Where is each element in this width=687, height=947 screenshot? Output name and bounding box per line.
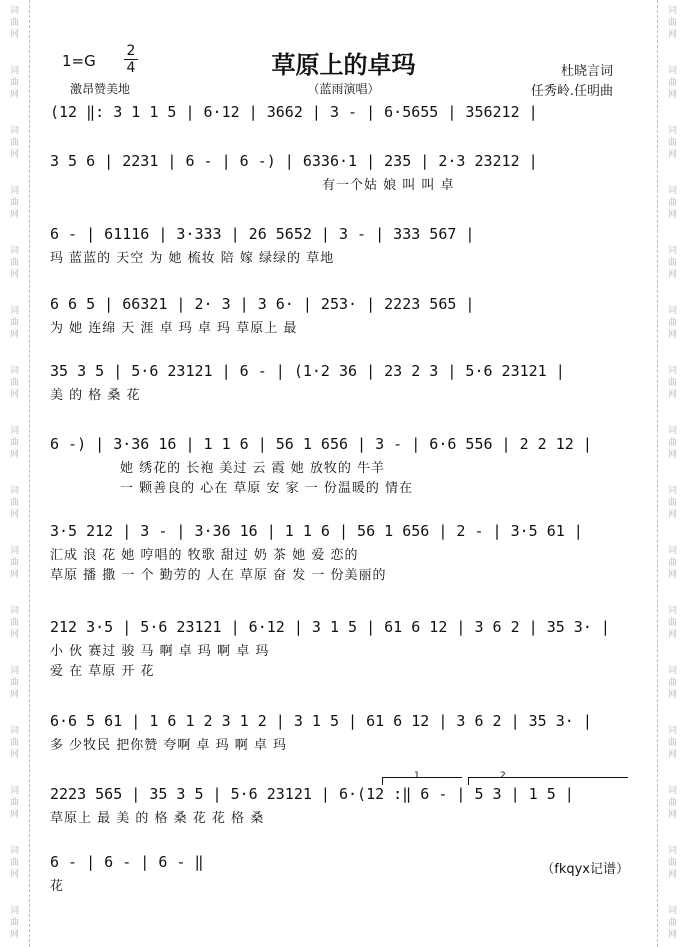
watermark-text: 词 曲 网 [667, 426, 677, 460]
score-system [50, 712, 640, 754]
watermark-text: 词 曲 网 [9, 786, 19, 820]
volta-1-edge [382, 777, 383, 785]
watermark-text: 词 曲 网 [9, 426, 19, 460]
watermark-text: 词 曲 网 [9, 66, 19, 100]
watermark-text: 词 曲 网 [667, 486, 677, 520]
score-system [50, 225, 640, 267]
watermark-text: 词 曲 网 [9, 366, 19, 400]
notation-line: 6 - | 6 - | 6 - ‖ [50, 853, 204, 871]
watermark-text: 词 曲 网 [9, 246, 19, 280]
watermark-text: 词 曲 网 [9, 6, 19, 40]
transcriber-credit: （fkqyx记谱） [541, 862, 629, 877]
watermark-text: 词 曲 网 [9, 666, 19, 700]
watermark-text: 词 曲 网 [667, 366, 677, 400]
score-system [50, 618, 640, 680]
score-system [50, 362, 640, 404]
notation-line: 2223 565 | 35 3 5 | 5·6 23121 | 6·(12 :‖ 6 - | 5 3 | 1 5 | [50, 785, 574, 803]
meter-bottom: 4 [126, 60, 136, 76]
watermark-text: 词 曲 网 [667, 186, 677, 220]
watermark-text: 词 曲 网 [9, 606, 19, 640]
tempo-mood: 激昂赞美地 [70, 82, 131, 96]
watermark-text: 词 曲 网 [667, 246, 677, 280]
composer: 任秀岭.任明曲 [530, 84, 613, 99]
notation-line: 6·6 5 61 | 1 6 1 2 3 1 2 | 3 1 5 | 61 6 12 | 3 6 2 | 35 3· | [50, 712, 592, 730]
watermark-text: 词 曲 网 [9, 546, 19, 580]
right-watermark-strip [657, 0, 687, 947]
notation-line: 6 6 5 | 66321 | 2· 3 | 3 6· | 253· | 2223 565 | [50, 295, 475, 313]
watermark-text: 词 曲 网 [9, 846, 19, 880]
notation-line: 6 - | 61116 | 3·333 | 26 5652 | 3 - | 333 567 | [50, 225, 475, 243]
watermark-text: 词 曲 网 [9, 486, 19, 520]
lyric-line: 小 伙 赛过 骏 马 啊 卓 玛 啊 卓 玛 [50, 644, 270, 659]
watermark-text: 词 曲 网 [9, 306, 19, 340]
song-title: 草原上的卓玛 [271, 51, 416, 79]
lyricist: 杜晓言词 [560, 64, 613, 79]
watermark-text: 词 曲 网 [9, 186, 19, 220]
lyric-line: 为 她 连绵 天 涯 卓 玛 卓 玛 草原上 最 [50, 321, 298, 336]
performer: （蓝雨演唱） [307, 82, 380, 96]
lyric-line: 草原 播 撒 一 个 勤劳的 人在 草原 奋 发 一 份美丽的 [50, 568, 387, 583]
lyric-line: 她 绣花的 长袍 美过 云 霞 她 放牧的 牛羊 [120, 461, 386, 476]
watermark-text: 词 曲 网 [9, 906, 19, 940]
score-system [50, 152, 640, 194]
score-system [50, 103, 640, 125]
lyric-line: 玛 蓝蓝的 天空 为 她 梳妆 陪 嫁 绿绿的 草地 [50, 251, 335, 266]
score-system [50, 522, 640, 584]
notation-line: 3·5 212 | 3 - | 3·36 16 | 1 1 6 | 56 1 656 | 2 - | 3·5 61 | [50, 522, 583, 540]
score-system [50, 435, 640, 497]
watermark-text: 词 曲 网 [667, 606, 677, 640]
score-system [50, 785, 640, 827]
watermark-text: 词 曲 网 [667, 6, 677, 40]
volta-1-bracket [382, 777, 462, 778]
watermark-text: 词 曲 网 [667, 726, 677, 760]
lyric-line: 美 的 格 桑 花 [50, 388, 141, 403]
lyric-line: 一 颗善良的 心在 草原 安 家 一 份温暖的 情在 [120, 481, 414, 496]
volta-1-number: 1 [414, 771, 420, 781]
watermark-text: 词 曲 网 [667, 666, 677, 700]
watermark-text: 词 曲 网 [667, 906, 677, 940]
lyric-line: 多 少牧民 把你赞 夸啊 卓 玛 啊 卓 玛 [50, 738, 288, 753]
left-watermark-strip [0, 0, 30, 947]
watermark-text: 词 曲 网 [9, 126, 19, 160]
notation-line: 3 5 6 | 2231 | 6 - | 6 -) | 6336·1 | 235 | 2·3 23212 | [50, 152, 538, 170]
lyric-line: 花 [50, 879, 65, 894]
meter-top: 2 [126, 43, 136, 59]
volta-2-number: 2 [500, 771, 506, 781]
watermark-text: 词 曲 网 [667, 546, 677, 580]
lyric-line: 草原上 最 美 的 格 桑 花 花 格 桑 [50, 811, 265, 826]
watermark-text: 词 曲 网 [667, 126, 677, 160]
watermark-text: 词 曲 网 [667, 66, 677, 100]
notation-line: 35 3 5 | 5·6 23121 | 6 - | (1·2 36 | 23 2 3 | 5·6 23121 | [50, 362, 565, 380]
key-signature: 1=G [62, 52, 96, 70]
lyric-line: 有一个姑 娘 叫 叫 卓 [322, 178, 455, 193]
lyric-line: 汇成 浪 花 她 哼唱的 牧歌 甜过 奶 茶 她 爱 恋的 [50, 548, 359, 563]
notation-line: 6 -) | 3·36 16 | 1 1 6 | 56 1 656 | 3 - | 6·6 556 | 2 2 12 | [50, 435, 592, 453]
lyric-line: 爱 在 草原 开 花 [50, 664, 155, 679]
watermark-text: 词 曲 网 [667, 786, 677, 820]
volta-2-bracket [468, 777, 628, 778]
watermark-text: 词 曲 网 [667, 846, 677, 880]
watermark-text: 词 曲 网 [667, 306, 677, 340]
score-system [50, 295, 640, 337]
notation-line: (12 ‖: 3 1 1 5 | 6·12 | 3662 | 3 - | 6·5655 | 356212 | [50, 103, 538, 121]
watermark-text: 词 曲 网 [9, 726, 19, 760]
volta-2-edge [468, 777, 469, 785]
notation-line: 212 3·5 | 5·6 23121 | 6·12 | 3 1 5 | 61 6 12 | 3 6 2 | 35 3· | [50, 618, 610, 636]
